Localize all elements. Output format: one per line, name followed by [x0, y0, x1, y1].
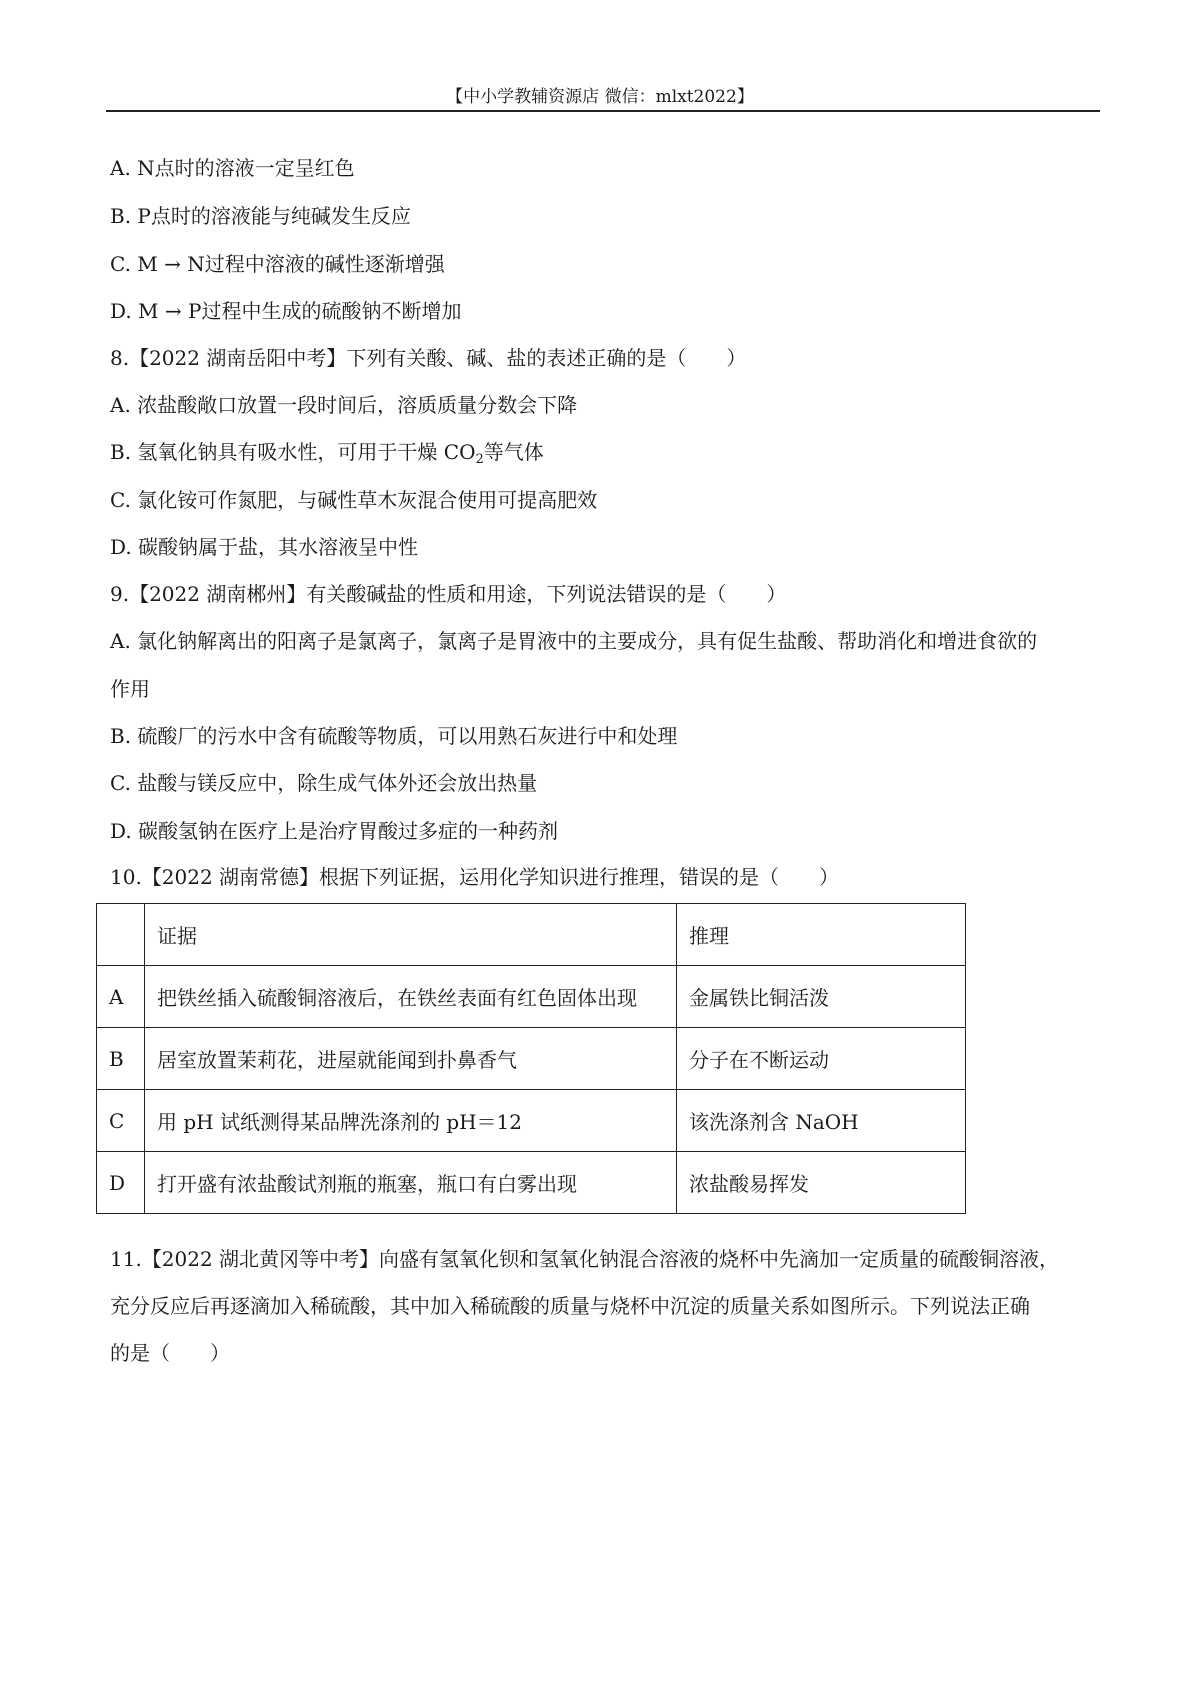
table-cell-evidence: 用 pH 试纸测得某品牌洗涤剂的 pH＝12 — [145, 1090, 677, 1152]
q10-stem: 10.【2022 湖南常德】根据下列证据，运用化学知识进行推理，错误的是（ ） — [110, 865, 840, 889]
q9-option-a-line1: A. 氯化钠解离出的阳离子是氯离子，氯离子是胃液中的主要成分，具有促生盐酸、帮助消化和增进食欲的 — [110, 629, 1038, 653]
table-cell-evidence: 打开盛有浓盐酸试剂瓶的瓶塞，瓶口有白雾出现 — [145, 1152, 677, 1214]
q8-option-b-subscript: 2 — [475, 452, 484, 467]
table-cell-inference: 金属铁比铜活泼 — [677, 966, 966, 1028]
table-cell-option: A — [97, 966, 145, 1028]
table-cell-option: D — [97, 1152, 145, 1214]
q9-option-a-line2: 作用 — [110, 677, 150, 701]
q7-option-b: B. P点时的溶液能与纯碱发生反应 — [110, 204, 411, 228]
table-cell-evidence: 居室放置茉莉花，进屋就能闻到扑鼻香气 — [145, 1028, 677, 1090]
q8-option-d: D. 碳酸钠属于盐，其水溶液呈中性 — [110, 535, 419, 559]
q8-option-b-tail: 等气体 — [483, 440, 544, 464]
table-header-row — [97, 904, 966, 966]
table-header-evidence: 证据 — [145, 904, 677, 966]
table-cell-option: B — [97, 1028, 145, 1090]
q7-option-a: A. N点时的溶液一定呈红色 — [110, 156, 355, 180]
q11-stem-line1: 11.【2022 湖北黄冈等中考】向盛有氢氧化钡和氢氧化钠混合溶液的烧杯中先滴加一定质量的硫酸铜溶液， — [110, 1247, 1060, 1271]
q8-option-b-text: B. 氢氧化钠具有吸水性，可用于干燥 CO — [110, 440, 476, 464]
table-row — [97, 1028, 966, 1090]
q11-stem-line2: 充分反应后再逐滴加入稀硫酸，其中加入稀硫酸的质量与烧杯中沉淀的质量关系如图所示。下列说法正确 — [110, 1294, 1030, 1318]
q8-option-c: C. 氯化铵可作氮肥，与碱性草木灰混合使用可提高肥效 — [110, 488, 598, 512]
evidence-table — [96, 903, 966, 1214]
table-row — [97, 1152, 966, 1214]
table-cell-inference: 浓盐酸易挥发 — [677, 1152, 966, 1214]
q8-stem: 8.【2022 湖南岳阳中考】下列有关酸、碱、盐的表述正确的是（ ） — [110, 346, 747, 370]
table-header-cell-blank — [97, 904, 145, 966]
table-cell-inference: 该洗涤剂含 NaOH — [677, 1090, 966, 1152]
q8-option-b — [110, 438, 544, 466]
page-header-title: 【中小学教辅资源店 微信：mlxt2022】 — [446, 87, 754, 107]
q11-stem-line3: 的是（ ） — [110, 1341, 230, 1365]
table-cell-option: C — [97, 1090, 145, 1152]
table-cell-evidence: 把铁丝插入硫酸铜溶液后，在铁丝表面有红色固体出现 — [145, 966, 677, 1028]
q9-stem: 9.【2022 湖南郴州】有关酸碱盐的性质和用途，下列说法错误的是（ ） — [110, 582, 787, 606]
table-row — [97, 1090, 966, 1152]
q9-option-b: B. 硫酸厂的污水中含有硫酸等物质，可以用熟石灰进行中和处理 — [110, 724, 678, 748]
table-cell-inference: 分子在不断运动 — [677, 1028, 966, 1090]
table-row — [97, 966, 966, 1028]
q7-option-c: C. M → N过程中溶液的碱性逐渐增强 — [110, 252, 445, 276]
q8-option-a: A. 浓盐酸敞口放置一段时间后，溶质质量分数会下降 — [110, 393, 578, 417]
q7-option-d: D. M → P过程中生成的硫酸钠不断增加 — [110, 299, 462, 323]
header-divider — [106, 110, 1100, 112]
q9-option-c: C. 盐酸与镁反应中，除生成气体外还会放出热量 — [110, 771, 538, 795]
q9-option-d: D. 碳酸氢钠在医疗上是治疗胃酸过多症的一种药剂 — [110, 819, 559, 843]
table-header-inference: 推理 — [677, 904, 966, 966]
